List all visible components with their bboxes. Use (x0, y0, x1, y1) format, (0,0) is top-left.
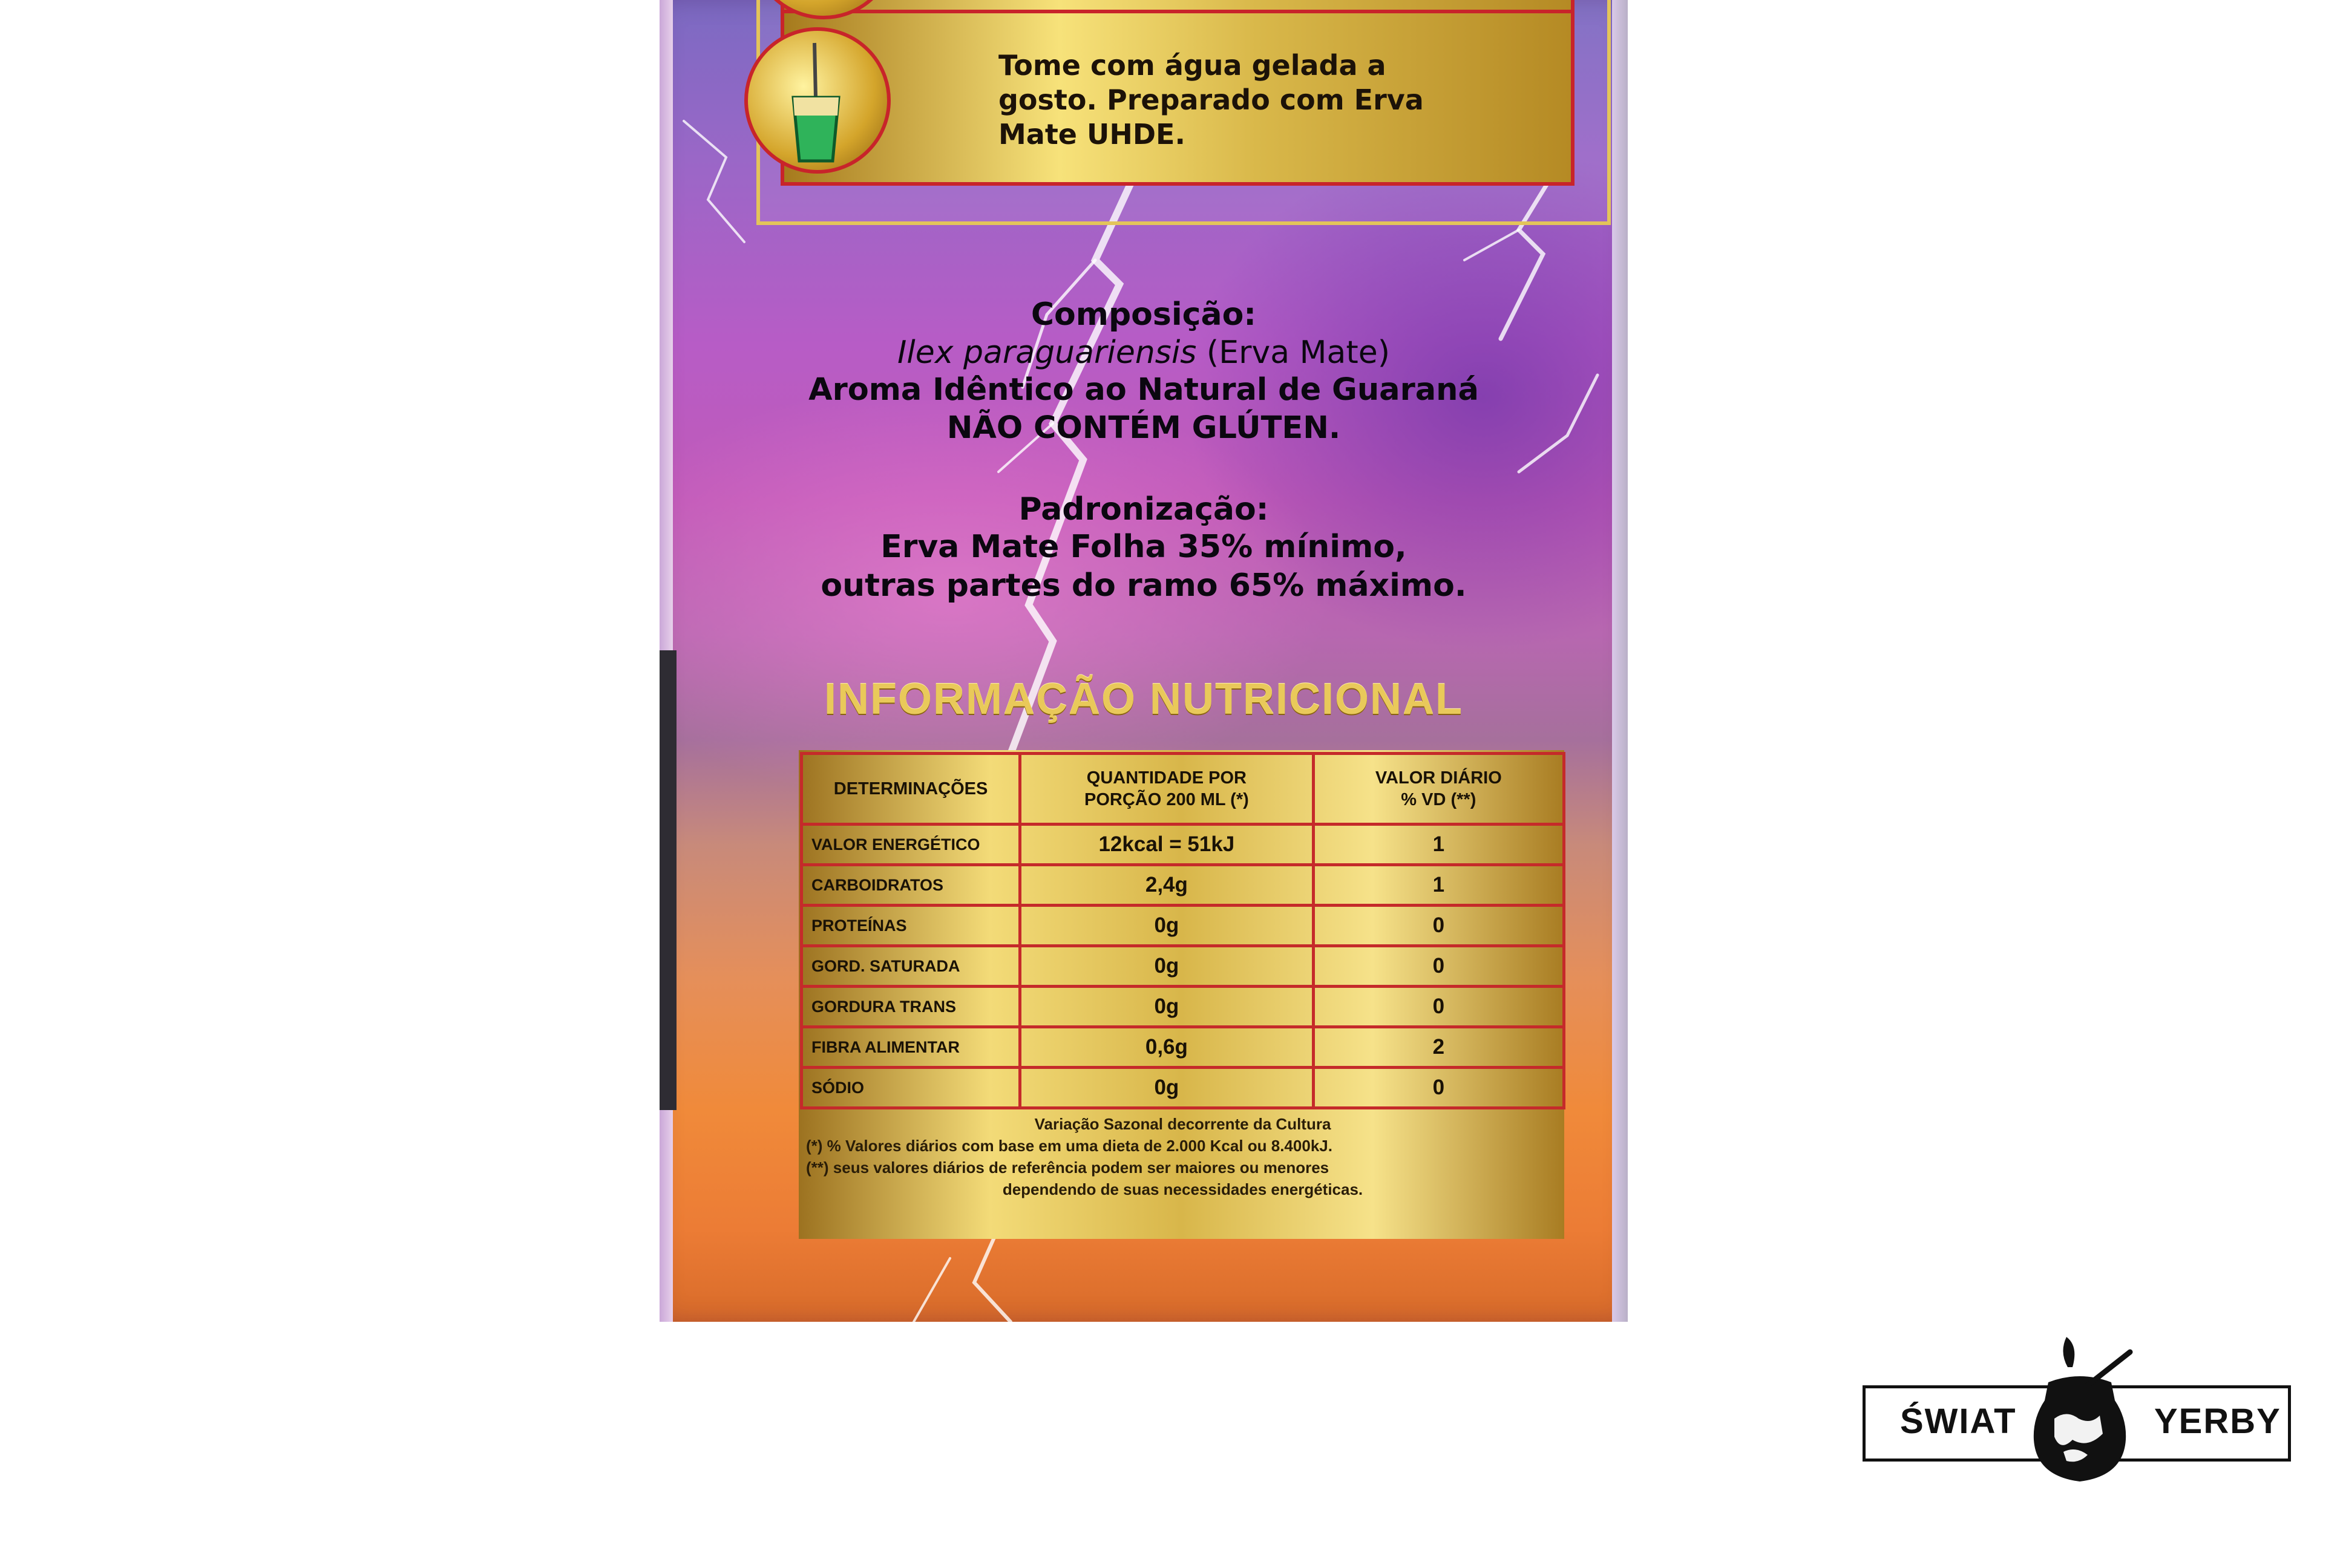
latin-suffix: (Erva Mate) (1196, 335, 1391, 371)
row-amount: 0g (1020, 1068, 1314, 1108)
row-dv: 2 (1313, 1027, 1564, 1068)
header-daily-value (1313, 754, 1564, 825)
note-3: dependendo de suas necessidades energéticas. (1002, 1180, 1363, 1198)
row-dv: 0 (1313, 906, 1564, 946)
table-row (802, 987, 1564, 1027)
row-amount: 2,4g (1020, 865, 1314, 906)
table-row (802, 1027, 1564, 1068)
row-dv: 1 (1313, 825, 1564, 865)
header-label: PORÇÃO 200 ML (*) (1084, 790, 1249, 809)
row-amount: 0,6g (1020, 1027, 1314, 1068)
glass-icon (748, 31, 887, 170)
row-dv: 0 (1313, 946, 1564, 987)
row-label: SÓDIO (802, 1068, 1020, 1108)
nutrition-title: INFORMAÇÃO NUTRICIONAL (824, 675, 1463, 724)
note-variation: Variação Sazonal decorrente da Cultura (1034, 1115, 1331, 1133)
row-label: PROTEÍNAS (802, 906, 1020, 946)
standardization-line1: Erva Mate Folha 35% mínimo, (880, 529, 1407, 565)
table-row (802, 1068, 1564, 1108)
header-label: QUANTIDADE POR (1086, 768, 1247, 788)
table-row (802, 946, 1564, 987)
header-label: DETERMINAÇÕES (833, 779, 988, 799)
table-row (802, 825, 1564, 865)
header-amount (1020, 754, 1314, 825)
header-label: VALOR DIÁRIO (1375, 768, 1502, 788)
row-amount: 0g (1020, 946, 1314, 987)
table-row (802, 906, 1564, 946)
table-header-row (802, 754, 1564, 825)
row-label: VALOR ENERGÉTICO (802, 825, 1020, 865)
row-dv: 1 (1313, 865, 1564, 906)
instructions-text: Tome com água gelada a gosto. Preparado com Erva Mate UHDE. (998, 49, 1424, 151)
row-dv: 0 (1313, 987, 1564, 1027)
row-dv: 0 (1313, 1068, 1564, 1108)
row-amount: 12kcal = 51kJ (1020, 825, 1314, 865)
table-row (802, 865, 1564, 906)
panel-stripe (784, 10, 1571, 13)
row-label: GORD. SATURADA (802, 946, 1020, 987)
nutrition-table (800, 752, 1565, 1109)
composition-title: Composição: (1031, 296, 1257, 333)
row-amount: 0g (1020, 987, 1314, 1027)
standardization-line2: outras partes do ramo 65% máximo. (821, 567, 1467, 604)
composition-ingredient (660, 335, 1628, 371)
row-amount: 0g (1020, 906, 1314, 946)
nutrition-notes (800, 1113, 1565, 1200)
composition-gluten: NÃO CONTÉM GLÚTEN. (946, 410, 1341, 446)
mate-gourd-icon (2030, 1334, 2133, 1485)
composition-aroma: Aroma Idêntico ao Natural de Guaraná (808, 372, 1479, 408)
row-label: GORDURA TRANS (802, 987, 1020, 1027)
note-2: (**) seus valores diários de referência podem ser maiores ou menores (806, 1158, 1329, 1177)
standardization-title: Padronização: (1018, 491, 1269, 528)
latin-name: Ilex paraguariensis (897, 335, 1197, 371)
logo-word-right: YERBY (2154, 1402, 2281, 1441)
row-label: FIBRA ALIMENTAR (802, 1027, 1020, 1068)
row-label: CARBOIDRATOS (802, 865, 1020, 906)
header-determinations (802, 754, 1020, 825)
product-package-panel (660, 0, 1628, 1322)
logo-word-left: ŚWIAT (1900, 1402, 2017, 1441)
glass-step-icon (744, 27, 891, 174)
header-label: % VD (**) (1401, 790, 1476, 809)
note-1: (*) % Valores diários com base em uma dieta de 2.000 Kcal ou 8.400kJ. (806, 1137, 1332, 1155)
